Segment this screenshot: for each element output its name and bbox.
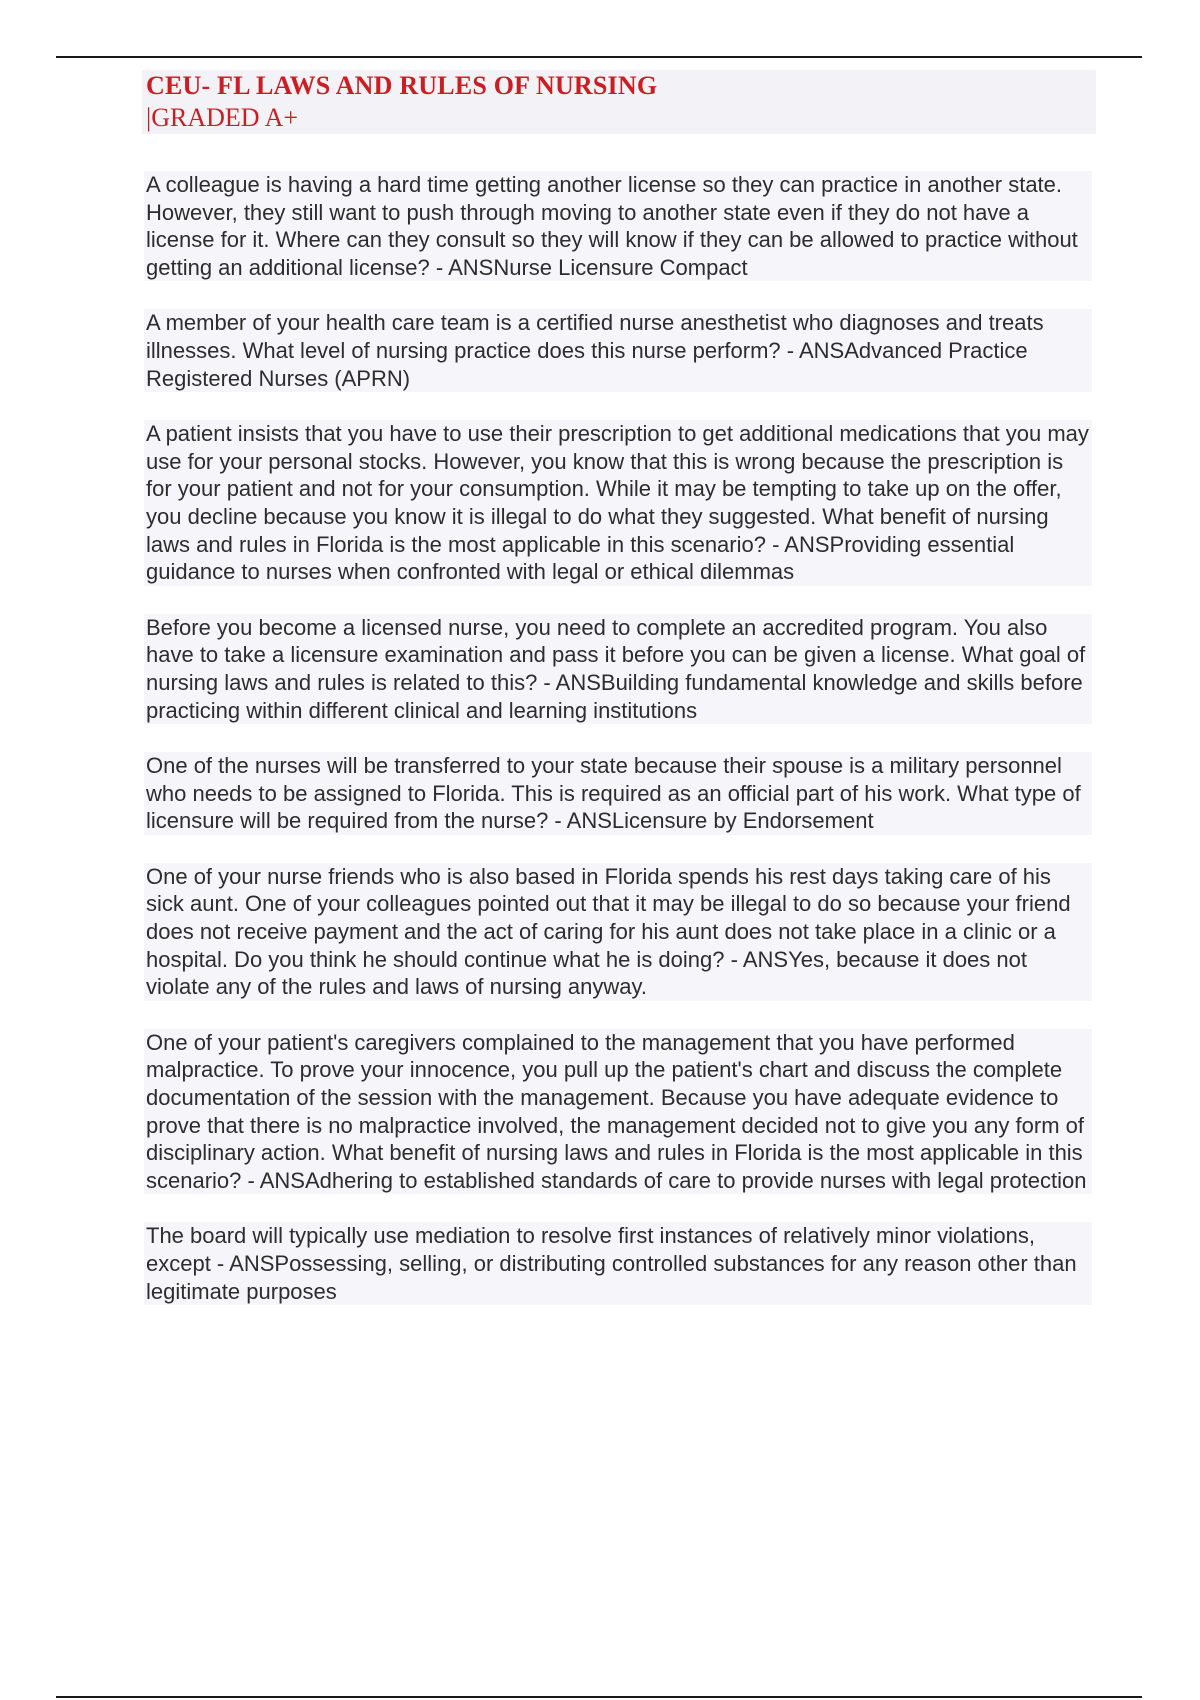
document-subtitle: |GRADED A+: [146, 103, 299, 132]
qa-item: A member of your health care team is a certified nurse anesthetist who diagnoses and treats illnesses. What level of nursing practice does this nurse perform? - ANSAdvanced Practice Registered Nurses (APRN): [144, 309, 1092, 392]
qa-item: One of the nurses will be transferred to your state because their spouse is a military personnel who needs to be assigned to Florida. This is required as an official part of his work. What type of licensure will be required from the nurse? - ANSLicensure by Endorsement: [144, 752, 1092, 835]
qa-item: A patient insists that you have to use their prescription to get additional medications that you may use for your personal stocks. However, you know that this is wrong because the prescription is for your patient and not for your consumption. While it may be tempting to take up on the offer, you decline because you know it is illegal to do what they suggested. What benefit of nursing laws and rules in Florida is the most applicable in this scenario? - ANSProviding essential guidance to nurses when confronted with legal or ethical dilemmas: [144, 420, 1092, 586]
qa-item: The board will typically use mediation to resolve first instances of relatively minor violations, except - ANSPossessing, selling, or distributing controlled substances for any reason other than legitimate purposes: [144, 1222, 1092, 1305]
qa-list: [146, 171, 1092, 1305]
qa-item: A colleague is having a hard time getting another license so they can practice in another state. However, they still want to push through moving to another state even if they do not have a license for it. Where can they consult so they will know if they can be allowed to practice without getting an additional license? - ANSNurse Licensure Compact: [144, 171, 1092, 281]
title-block: [142, 70, 1096, 134]
qa-item: One of your patient's caregivers complained to the management that you have performed malpractice. To prove your innocence, you pull up the patient's chart and discuss the complete documentation of the session with the management. Because you have adequate evidence to prove that there is no malpractice involved, the management decided not to give you any form of disciplinary action. What benefit of nursing laws and rules in Florida is the most applicable in this scenario? - ANSAdhering to established standards of care to provide nurses with legal protection: [144, 1029, 1092, 1195]
document-title: CEU- FL LAWS AND RULES OF NURSING: [146, 71, 658, 100]
bottom-rule: [56, 1696, 1142, 1698]
top-rule: [56, 56, 1142, 58]
qa-item: One of your nurse friends who is also based in Florida spends his rest days taking care of his sick aunt. One of your colleagues pointed out that it may be illegal to do so because your friend does not receive payment and the act of caring for his aunt does not take place in a clinic or a hospital. Do you think he should continue what he is doing? - ANSYes, because it does not violate any of the rules and laws of nursing anyway.: [144, 863, 1092, 1001]
qa-item: Before you become a licensed nurse, you need to complete an accredited program. You also have to take a licensure examination and pass it before you can be given a license. What goal of nursing laws and rules is related to this? - ANSBuilding fundamental knowledge and skills before practicing within different clinical and learning institutions: [144, 614, 1092, 724]
document-page: [146, 70, 1092, 1333]
